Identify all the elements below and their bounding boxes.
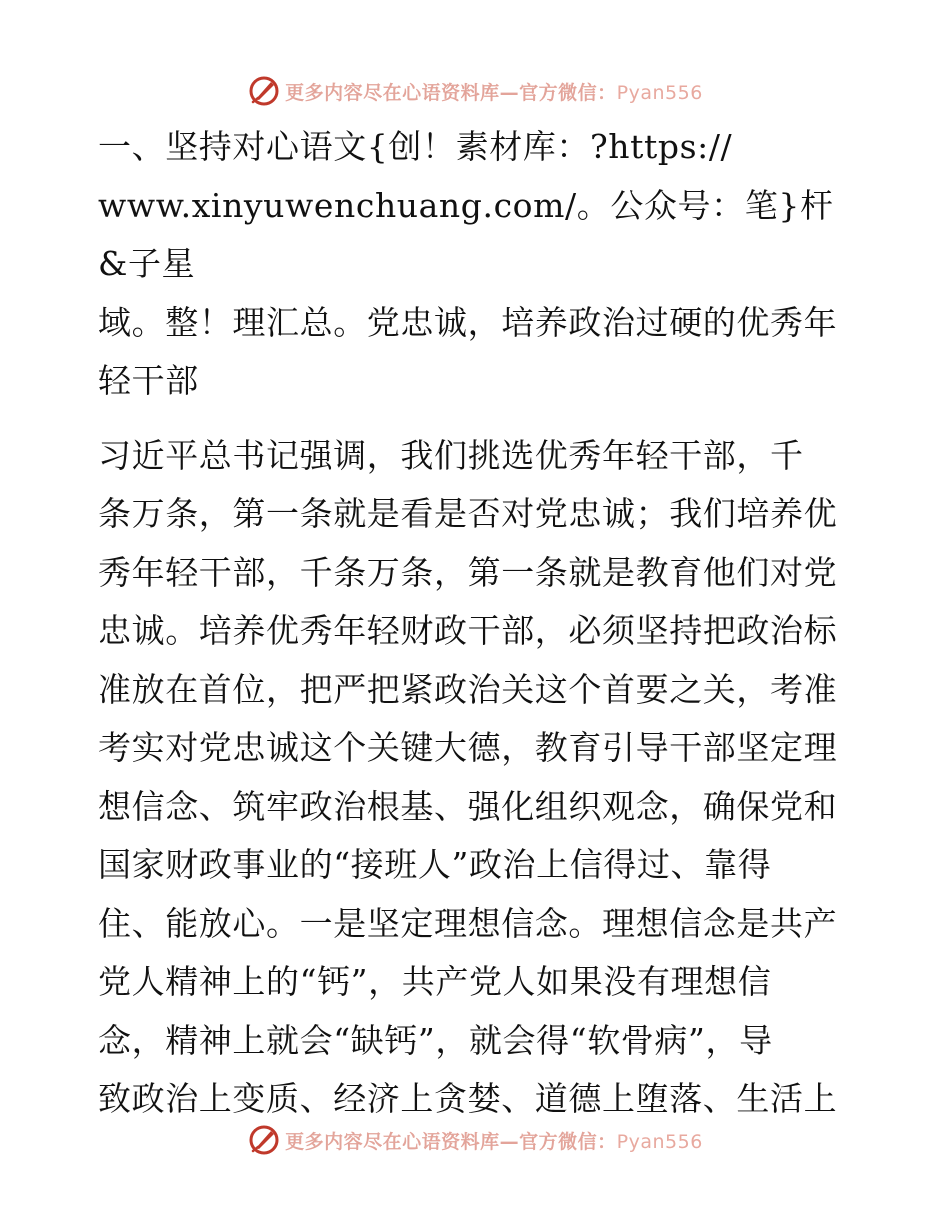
header-banner-text: 更多内容尽在心语资料库—官方微信：Pyan556 [285, 81, 703, 104]
red-quill-circle-logo-icon [247, 74, 281, 108]
footer-banner [0, 1118, 950, 1162]
footer-banner-text: 更多内容尽在心语资料库—官方微信：Pyan556 [285, 1130, 703, 1153]
header-banner [0, 69, 950, 113]
document-body [98, 118, 858, 1129]
red-quill-circle-logo-icon [247, 1123, 281, 1157]
wechat-handle: Pyan556 [616, 81, 703, 104]
section-heading: 一、坚持对心语文{创！素材库：?https:// www.xinyuwenchuang.com/。公众号：笔}杆&子星 域。整！理汇总。党忠诚，培养政治过硬的优秀年 轻干部 [98, 127, 838, 400]
wechat-handle: Pyan556 [616, 1130, 703, 1153]
body-paragraph: 习近平总书记强调，我们挑选优秀年轻干部，千 条万条，第一条就是看是否对党忠诚；我们培养优 秀年轻干部，千条万条，第一条就是教育他们对党 忠诚。培养优秀年轻财政干部，必须坚持把政治标 准放在首位，把严把紧政治关这个首要之关，考准 考实对党忠诚这个关键大德，教育引导干部坚定理 想信念、筑牢政治根基、强化组织观念，确保党和 国家财政事业的“接班人”政治上信得过、靠得 住、能放心。一是坚定理想信念。理想信念是共产 党人精神上的“钙”，共产党人如果没有理想信 念，精神上就会“缺钙”，就会得“软骨病”，导 致政治上变质、经济上贪婪、道德上堕落、生活上 [98, 435, 838, 1118]
